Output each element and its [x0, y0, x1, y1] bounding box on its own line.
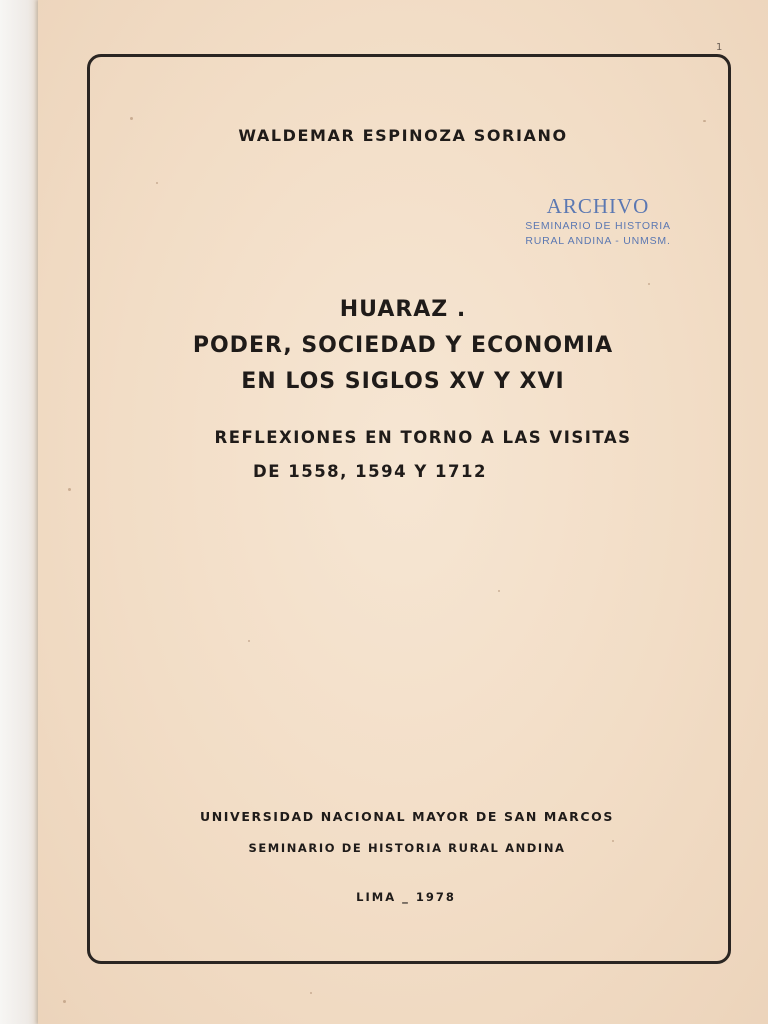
- title-line-3: EN LOS SIGLOS XV Y XVI: [241, 369, 565, 394]
- subtitle-line-2: DE 1558, 1594 Y 1712: [253, 462, 487, 481]
- stamp-line-1: SEMINARIO DE HISTORIA: [525, 220, 671, 232]
- title-line-1: HUARAZ .: [339, 297, 467, 322]
- institution-line-2: SEMINARIO DE HISTORIA RURAL ANDINA: [248, 841, 566, 855]
- paper-speck: [63, 1000, 66, 1003]
- stamp-title: ARCHIVO: [546, 194, 650, 218]
- archive-stamp: [508, 193, 688, 249]
- institution-line-1: UNIVERSIDAD NACIONAL MAYOR DE SAN MARCOS: [200, 809, 614, 824]
- inner-page-edge: [0, 0, 40, 1024]
- subtitle-line-1: REFLEXIONES EN TORNO A LAS VISITAS: [214, 428, 632, 447]
- cover-border-frame: [87, 54, 731, 964]
- page-number-mark: 1: [716, 42, 723, 53]
- stamp-line-2: RURAL ANDINA - UNMSM.: [525, 235, 671, 247]
- paper-speck: [68, 488, 71, 491]
- place-and-date: LIMA _ 1978: [356, 890, 456, 904]
- book-cover: [38, 0, 768, 1024]
- paper-speck: [310, 992, 312, 994]
- title-line-2: PODER, SOCIEDAD Y ECONOMIA: [192, 333, 614, 358]
- author-name: WALDEMAR ESPINOZA SORIANO: [238, 126, 568, 145]
